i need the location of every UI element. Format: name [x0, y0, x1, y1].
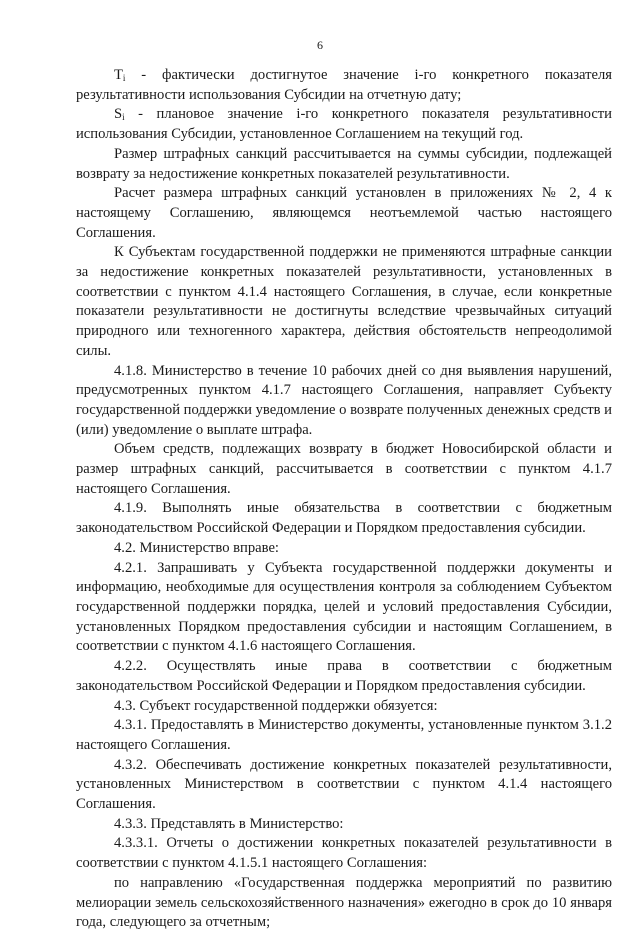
- paragraph: Расчет размера штрафных санкций установлен в приложениях № 2, 4 к настоящему Соглашению, являющемся неотъемлемой частью настоящего Соглашения.: [76, 185, 612, 241]
- paragraph: по направлению «Государственная поддержка мероприятий по развитию мелиорации земель сельскохозяйственного назначения» ежегодно в срок до 10 января года, следующего за отчетным;: [76, 874, 612, 931]
- clause-4-3-2: 4.3.2. Обеспечивать достижение конкретных показателей результативности, установленных Министерством в соответствии с пунктом 4.1.4 настоящего Соглашения.: [76, 756, 612, 813]
- clause-4-3-3: 4.3.3. Представлять в Министерство:: [114, 815, 344, 832]
- clause-4-3-3-1: 4.3.3.1. Отчеты о достижении конкретных показателей результативности в соответствии с пунктом 4.1.5.1 настоящего Соглашения:: [76, 835, 612, 872]
- clause-4-2: 4.2. Министерство вправе:: [114, 539, 279, 556]
- formula-symbol: $S_i$: [114, 106, 125, 123]
- document-body: [76, 66, 612, 933]
- clause-4-1-8: 4.1.8. Министерство в течение 10 рабочих дней со дня выявления нарушений, предусмотренных пунктом 4.1.7 настоящего Соглашения, направляет Субъекту государственной поддержки уведомление о возврате полученных денежных средств и (или) уведомление о выплате штрафа.: [76, 362, 612, 438]
- clause-4-3-1: 4.3.1. Предоставлять в Министерство документы, установленные пунктом 3.1.2 настоящего Соглашения.: [76, 717, 612, 753]
- paragraph-si-definition: $S_i$ - плановое значение i-го конкретного показателя результативности использования Субсидии, установленное Соглашением на текущий год.: [76, 106, 612, 143]
- paragraph: Размер штрафных санкций рассчитывается на суммы субсидии, подлежащей возврату за недостижение конкретных показателей результативности.: [76, 145, 612, 182]
- clause-4-2-2: 4.2.2. Осуществлять иные права в соответствии с бюджетным законодательством Российской Федерации и Порядком предоставления субсидии.: [76, 658, 612, 694]
- clause-4-2-1: 4.2.1. Запрашивать у Субъекта государственной поддержки документы и информацию, необходимые для осуществления контроля за соблюдением Субъектом государственной поддержки порядка, целей и условий предоставления Субсидии, установленных Порядком предоставления субсидии и настоящим Соглашением, в соответствии с пунктом 4.1.6 настоящего Соглашения.: [76, 559, 612, 655]
- clause-4-1-9: 4.1.9. Выполнять иные обязательства в соответствии с бюджетным законодательством Российской Федерации и Порядком предоставления субсидии.: [76, 500, 612, 537]
- paragraph: К Субъектам государственной поддержки не применяются штрафные санкции за недостижение конкретных показателей результативности, установленных в соответствии с пунктом 4.1.4 настоящего Соглашения, в случае, если конкретные показатели результативности не достигнуты вследствие чрезвычайных ситуаций природного или техногенного характера, действия обстоятельств непреодолимой силы.: [76, 244, 612, 359]
- paragraph-ti-definition: $T_i$ - фактически достигнутое значение i-го конкретного показателя результативности использования Субсидии на отчетную дату;: [76, 67, 612, 103]
- paragraph: Объем средств, подлежащих возврату в бюджет Новосибирской области и размер штрафных санкций, рассчитывается в соответствии с пунктом 4.1.7 настоящего Соглашения.: [76, 441, 612, 497]
- page-number: 6: [317, 38, 323, 52]
- formula-symbol: $T_i$: [114, 67, 126, 83]
- clause-4-3: 4.3. Субъект государственной поддержки обязуется:: [114, 697, 438, 714]
